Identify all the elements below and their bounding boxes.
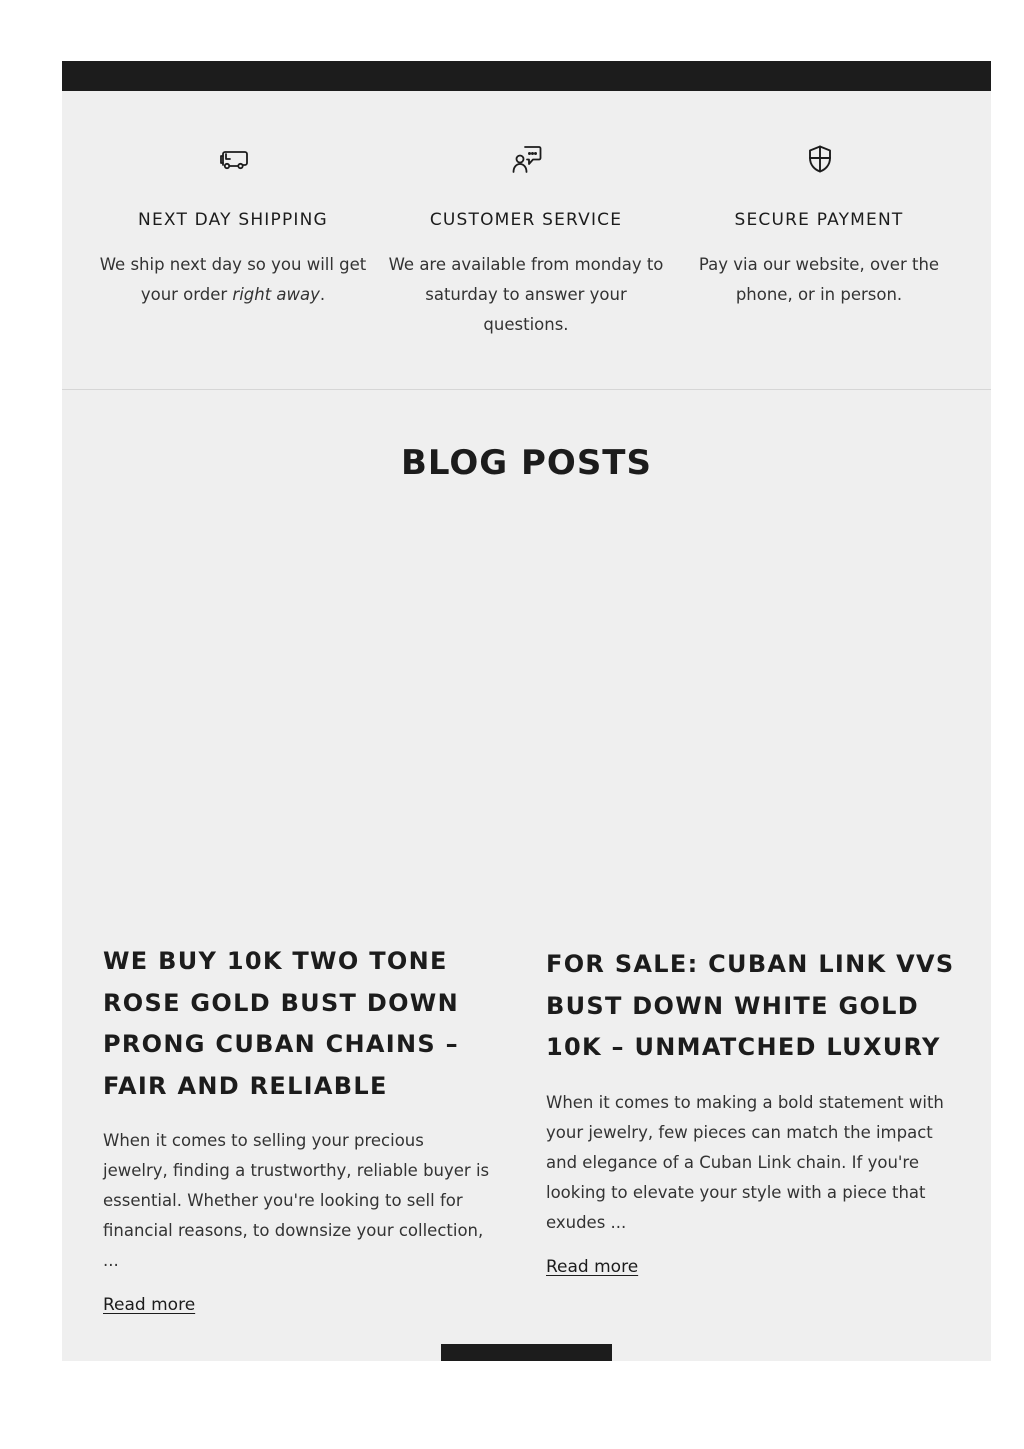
features-section — [62, 91, 991, 390]
blog-post-excerpt: When it comes to selling your precious jewelry, finding a trustworthy, reliable buyer is essential. Whether you're looking to sell for financial reasons, to downsize your collection, ... — [103, 1131, 490, 1270]
blog-posts-heading: BLOG POSTS — [400, 443, 652, 483]
blog-post-card — [103, 941, 493, 1315]
blog-post-excerpt: When it comes to making a bold statement with your jewelry, few pieces can match the impact and elegance of a Cuban Link chain. If you're looking to elevate your style with a piece that exudes ... — [546, 1092, 944, 1232]
feature-description: Pay via our website, over the phone, or in person. — [698, 255, 940, 304]
feature-text-start: We ship next day so you will get your order — [99, 255, 367, 304]
feature-text-end: . — [319, 285, 326, 304]
feature-description: We are available from monday to saturday to answer your questions. — [388, 255, 664, 334]
customer-support-chat-icon — [511, 143, 543, 175]
shield-icon — [804, 143, 836, 175]
feature-text-emphasis: right away — [232, 285, 320, 304]
feature-title: CUSTOMER SERVICE — [429, 210, 623, 230]
top-bar — [62, 61, 991, 91]
blog-post-title[interactable]: FOR SALE: CUBAN LINK VVS BUST DOWN WHITE GOLD 10K – UNMATCHED LUXURY — [546, 950, 955, 1061]
page-panel — [62, 61, 991, 1361]
read-more-link[interactable]: Read more — [546, 1256, 639, 1277]
feature-title: SECURE PAYMENT — [734, 210, 904, 230]
feature-title: NEXT DAY SHIPPING — [138, 210, 328, 230]
blog-post-card — [546, 944, 956, 1277]
delivery-truck-icon — [218, 143, 250, 175]
read-more-link[interactable]: Read more — [103, 1295, 196, 1315]
blog-post-title[interactable]: WE BUY 10K TWO TONE ROSE GOLD BUST DOWN PRONG CUBAN CHAINS – FAIR AND RELIABLE — [103, 947, 459, 1100]
feature-description — [88, 250, 378, 310]
view-all-button[interactable] — [441, 1344, 612, 1361]
